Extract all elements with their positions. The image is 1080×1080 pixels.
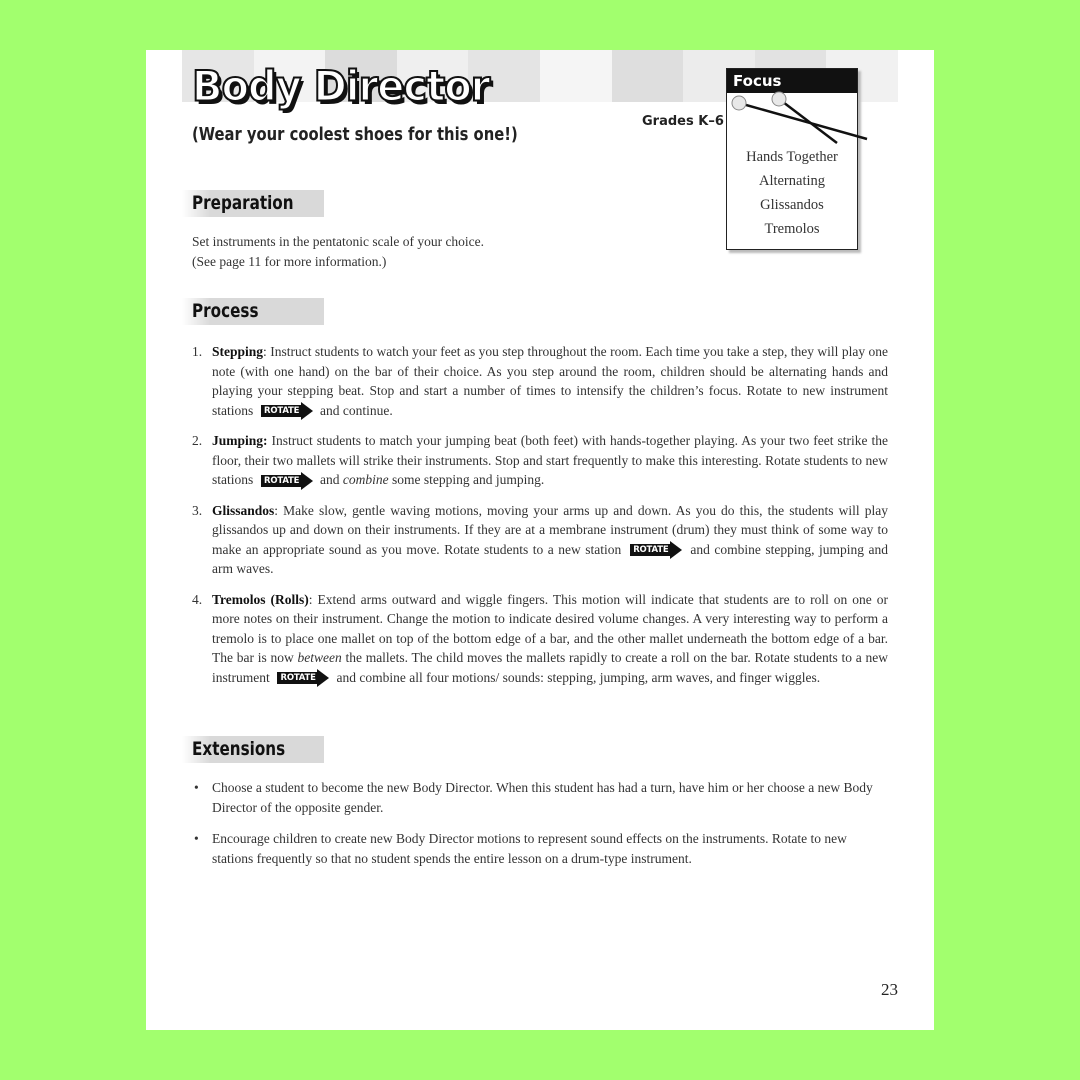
extensions-heading: Extensions	[192, 738, 286, 760]
page-subtitle: (Wear your coolest shoes for this one!)	[192, 124, 518, 145]
focus-item: Hands Together	[746, 149, 838, 165]
rotate-arrow-icon: ROTATE	[261, 473, 313, 489]
item-number: 1.	[192, 344, 203, 359]
item-term: Jumping:	[212, 433, 268, 448]
rotate-arrow-icon: ROTATE	[277, 670, 329, 686]
process-list	[192, 342, 888, 698]
rotate-arrow-icon: ROTATE	[630, 542, 682, 558]
item-text: and combine stepping, jumping and arm waves.	[212, 541, 889, 576]
item-term: Glissandos	[212, 502, 275, 518]
focus-box	[726, 68, 858, 250]
item-number: 4.	[192, 591, 203, 607]
document-page	[146, 50, 934, 1030]
extensions-list	[192, 778, 888, 880]
item-text: : Make slow, gentle waving motions, moving your arms up and down. As you do this, the students will play glissandos up and down on their instruments. If they are at a membrane instrument (drum) they must think of some way to make an appropriate sound as you move. Rotate students to a new station	[212, 502, 888, 557]
item-text: and combine all four motions/ sounds: stepping, jumping, arm waves, and finger wiggles.	[336, 669, 821, 685]
preparation-text	[192, 232, 652, 272]
process-item	[192, 501, 888, 579]
preparation-line: (See page 11 for more information.)	[192, 254, 387, 269]
preparation-heading-band	[182, 190, 324, 217]
focus-item: Glissandos	[760, 197, 824, 213]
page-number: 23	[881, 980, 898, 999]
item-text: : Extend arms outward and wiggle fingers. This motion will indicate that students are to roll on one or more notes on their instrument. Change the motion to indicate desired volume changes. A very interesting way to perform a tremolo is to place one mallet on top of the bottom edge of a bar, and the other mallet underneath the bottom edge of a bar. The bar is now	[212, 591, 888, 665]
preparation-heading: Preparation	[192, 192, 294, 214]
focus-item: Alternating	[758, 173, 826, 189]
extensions-heading-band	[182, 736, 324, 763]
item-number: 2.	[192, 433, 203, 448]
focus-list	[727, 145, 857, 241]
process-heading: Process	[192, 300, 259, 322]
bullet-icon: •	[194, 831, 199, 846]
item-emphasis: combine	[342, 472, 389, 487]
item-text: Instruct students to match your jumping beat (both feet) with hands-together playing. As your two feet strike the floor, their two mallets will strike their instruments. Stop and start frequently to make this interesting. Rotate students to new stations	[212, 433, 888, 487]
item-text: and	[320, 472, 343, 487]
extension-item	[192, 778, 888, 818]
rotate-arrow-icon: ROTATE	[261, 403, 313, 419]
item-term: Tremolos (Rolls)	[212, 591, 309, 607]
bullet-icon: •	[194, 780, 199, 795]
process-item	[192, 590, 888, 688]
item-emphasis: between	[297, 650, 342, 665]
process-item	[192, 431, 888, 490]
mallets-icon	[727, 91, 877, 151]
item-text: some stepping and jumping.	[388, 472, 545, 487]
process-item	[192, 342, 888, 420]
extension-text: Choose a student to become the new Body Director. When this student has had a turn, have him or her choose a new Body Director of the opposite gender.	[212, 780, 873, 815]
item-number: 3.	[192, 502, 203, 518]
grades-label: Grades K–6	[642, 114, 724, 129]
page-title: Body Director	[192, 62, 490, 112]
item-text: : Instruct students to watch your feet as you step throughout the room. Each time you take a step, they will play one note (with one hand) on the bar of their choice. As you step around the room, children should be alternating hands and playing your stepping beat. Stop and start a number of times to intensify the children’s focus. Rotate to new instrument stations	[212, 344, 888, 418]
extension-item	[192, 829, 888, 869]
extension-text: Encourage children to create new Body Director motions to represent sound effects on the instruments. Rotate to new stations frequently so that no student spends the entire lesson on a drum-type instrument.	[212, 831, 847, 866]
item-text: the mallets. The child moves the mallets rapidly to create a roll on the bar. Rotate students to a new instrument	[212, 650, 888, 685]
preparation-line: Set instruments in the pentatonic scale of your choice.	[192, 234, 485, 249]
item-term: Stepping	[212, 344, 264, 359]
focus-item: Tremolos	[764, 221, 820, 237]
focus-heading: Focus	[727, 69, 857, 93]
item-text: and continue.	[320, 402, 393, 418]
process-heading-band	[182, 298, 324, 325]
